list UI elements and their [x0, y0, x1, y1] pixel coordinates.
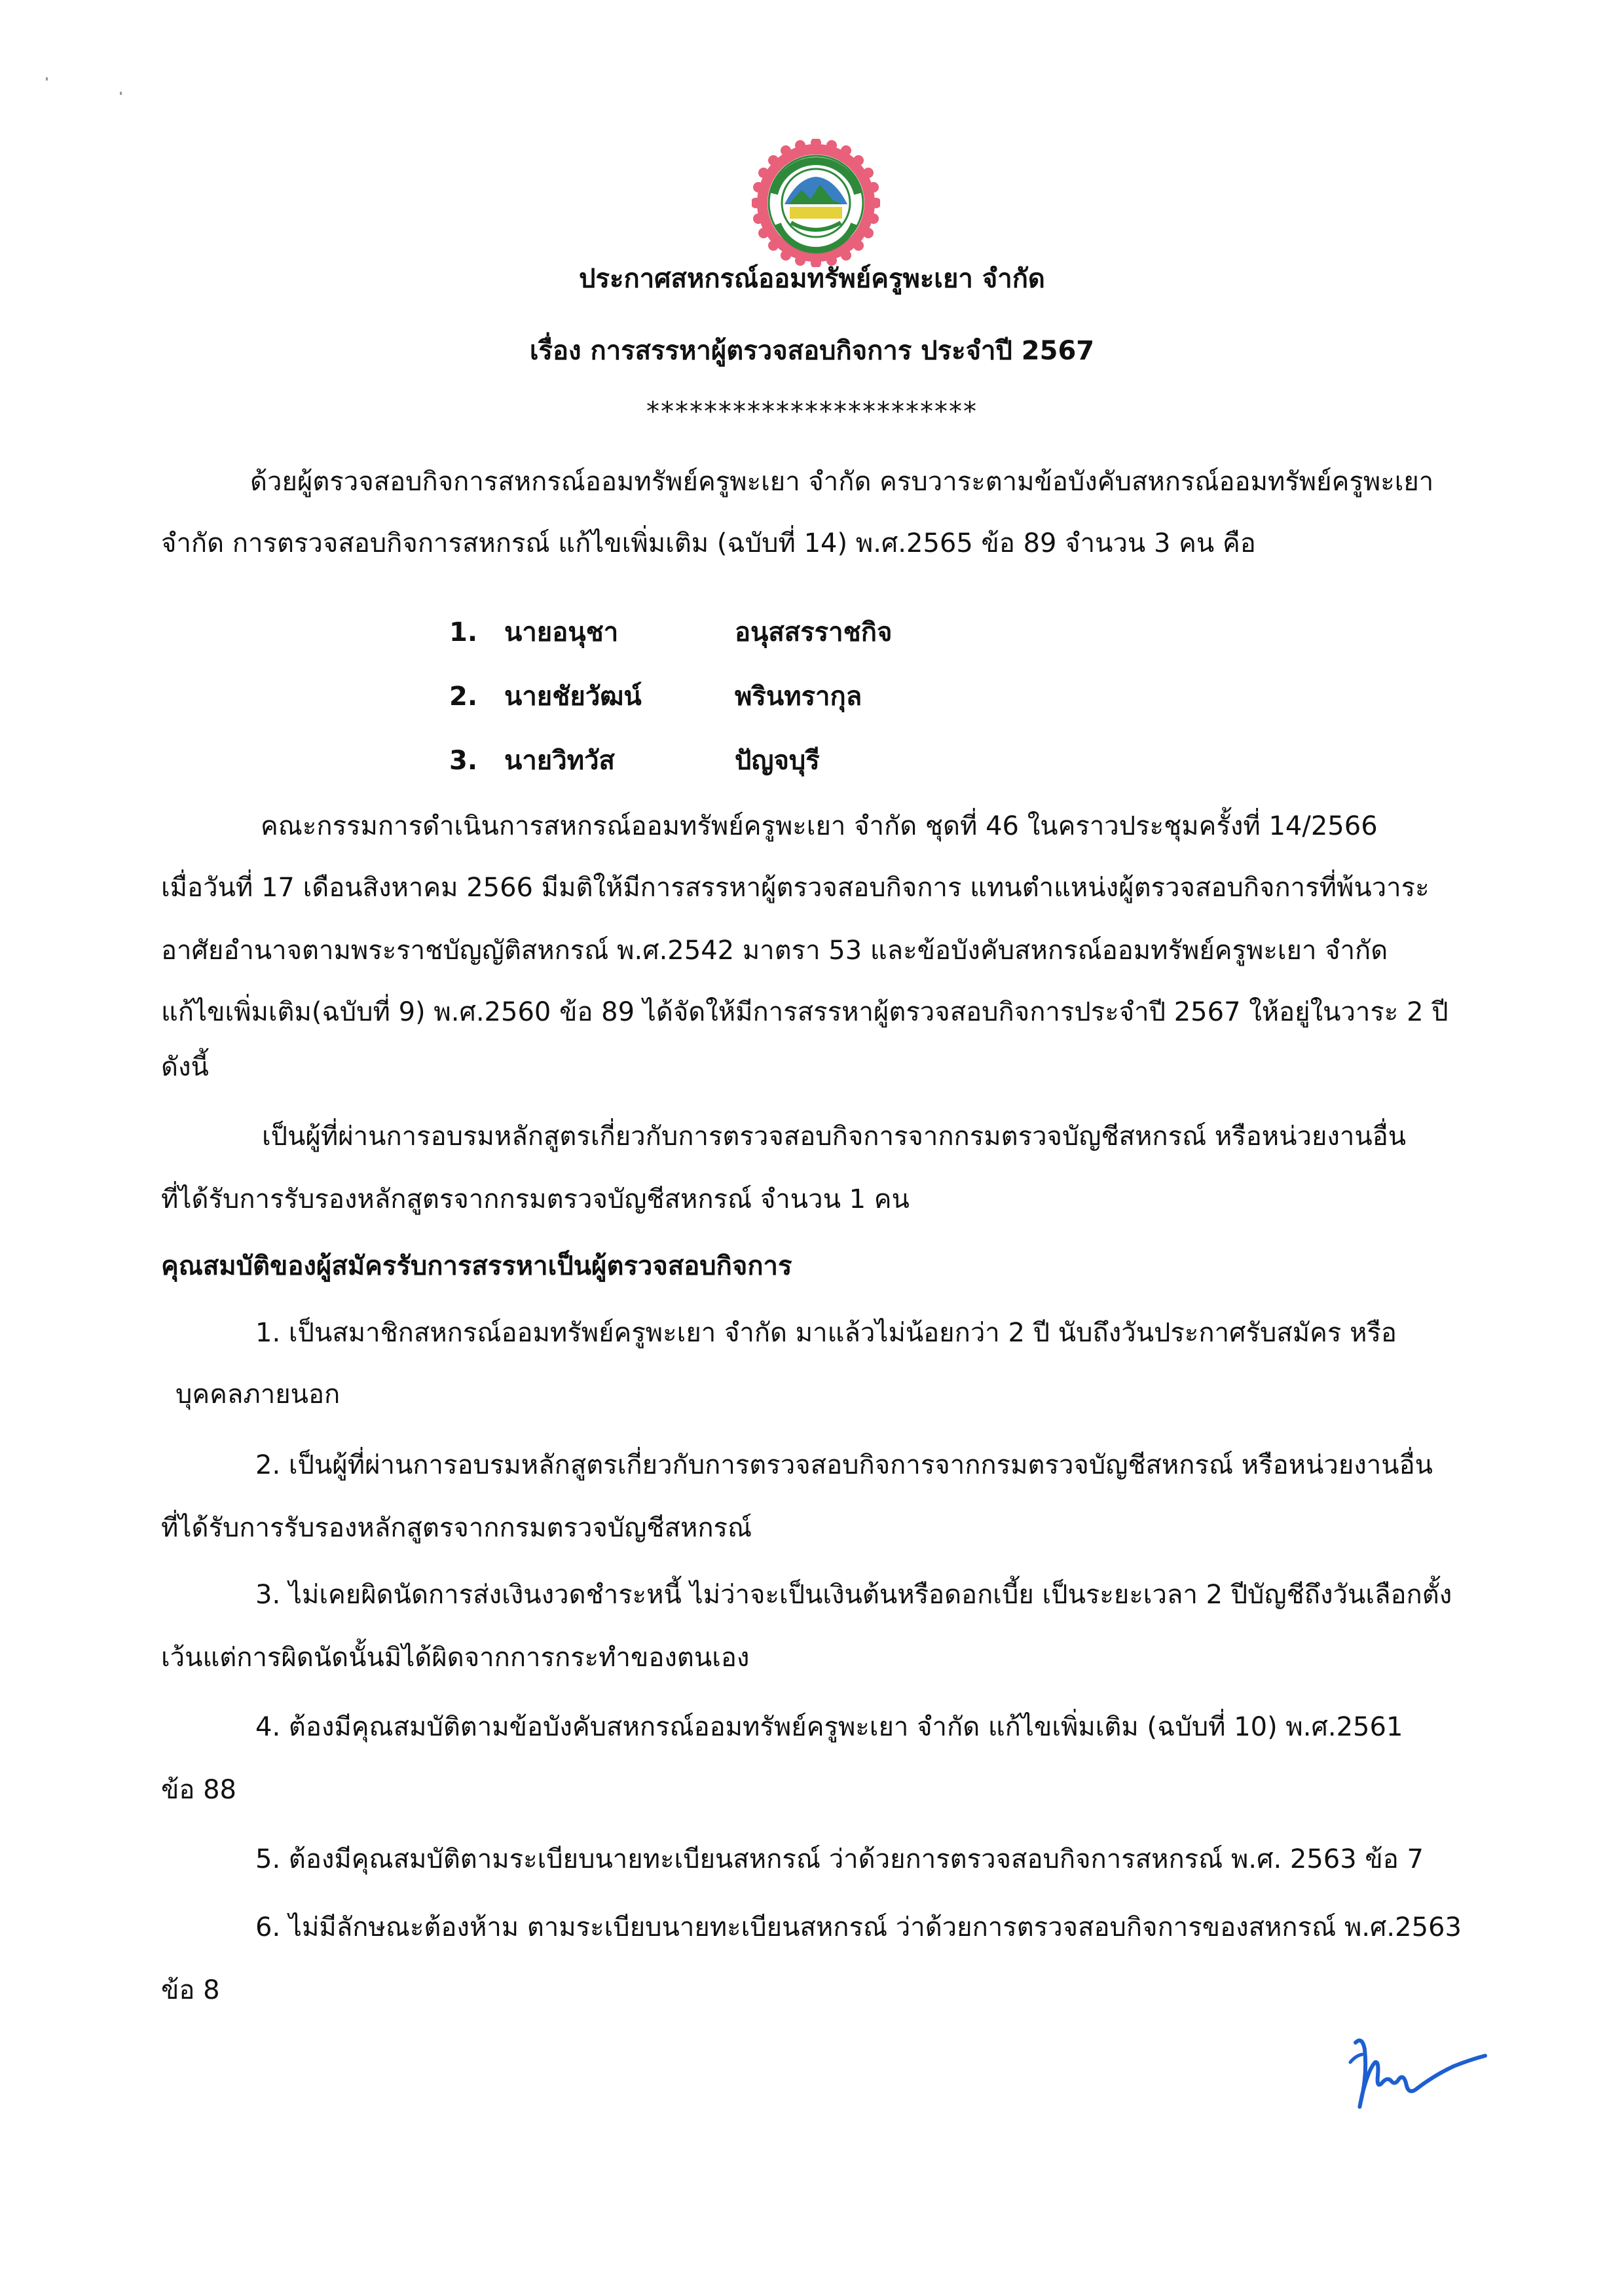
auditor-number: 3. [449, 746, 478, 776]
auditor-last-name: ปัญจบุรี [735, 746, 820, 776]
qualification-item-2: 2. เป็นผู้ที่ผ่านการอบรมหลักสูตรเกี่ยวกับการตรวจสอบกิจการจากกรมตรวจบัญชีสหกรณ์ หรือหน่วยงานอื่น [255, 1450, 1433, 1480]
qualification-item-3-cont: เว้นแต่การผิดนัดนั้นมิได้ผิดจากการกระทำของตนเอง [161, 1643, 750, 1673]
auditor-first-name: นายอนุชา [504, 617, 619, 647]
qualification-item-2-cont: ที่ได้รับการรับรองหลักสูตรจากกรมตรวจบัญชีสหกรณ์ [161, 1513, 752, 1543]
scan-speck [120, 92, 122, 95]
qualification-item-5: 5. ต้องมีคุณสมบัติตามระเบียบนายทะเบียนสหกรณ์ ว่าด้วยการตรวจสอบกิจการสหกรณ์ พ.ศ. 2563 ข้อ 7 [255, 1844, 1424, 1874]
auditor-first-name: นายชัยวัฒน์ [504, 682, 642, 712]
announcement-subject: เรื่อง การสรรหาผู้ตรวจสอบกิจการ ประจำปี 2567 [529, 336, 1095, 366]
intro-line-1: ด้วยผู้ตรวจสอบกิจการสหกรณ์ออมทรัพย์ครูพะเยา จำกัด ครบวาระตามข้อบังคับสหกรณ์ออมทรัพย์ครูพะเยา [250, 467, 1434, 497]
scan-speck [46, 77, 48, 81]
qualification-item-1: 1. เป็นสมาชิกสหกรณ์ออมทรัพย์ครูพะเยา จำกัด มาแล้วไม่น้อยกว่า 2 ปี นับถึงวันประกาศรับสมัคร หรือ [255, 1318, 1397, 1348]
qualification-item-4: 4. ต้องมีคุณสมบัติตามข้อบังคับสหกรณ์ออมทรัพย์ครูพะเยา จำกัด แก้ไขเพิ่มเติม (ฉบับที่ 10) พ.ศ.2561 [255, 1712, 1403, 1742]
qualification-item-1-cont: บุคคลภายนอก [175, 1379, 341, 1410]
requirement-line-1: เป็นผู้ที่ผ่านการอบรมหลักสูตรเกี่ยวกับการตรวจสอบกิจการจากกรมตรวจบัญชีสหกรณ์ หรือหน่วยงานอื่น [262, 1121, 1407, 1152]
auditor-last-name: พรินทรากุล [735, 682, 862, 712]
qualification-item-6-cont: ข้อ 8 [161, 1975, 220, 2005]
committee-line-5: ดังนี้ [161, 1052, 209, 1082]
committee-line-2: เมื่อวันที่ 17 เดือนสิงหาคม 2566 มีมติให้มีการสรรหาผู้ตรวจสอบกิจการ แทนตำแหน่งผู้ตรวจสอบกิจการที่พ้นวาระ [161, 873, 1430, 903]
announcement-title: ประกาศสหกรณ์ออมทรัพย์ครูพะเยา จำกัด [579, 264, 1045, 294]
handwritten-signature [1336, 2023, 1493, 2121]
separator-line: *********************** [646, 397, 978, 427]
committee-line-1: คณะกรรมการดำเนินการสหกรณ์ออมทรัพย์ครูพะเยา จำกัด ชุดที่ 46 ในคราวประชุมครั้งที่ 14/2566 [261, 811, 1378, 841]
qualifications-heading: คุณสมบัติของผู้สมัครรับการสรรหาเป็นผู้ตรวจสอบกิจการ [161, 1251, 792, 1281]
intro-line-2: จำกัด การตรวจสอบกิจการสหกรณ์ แก้ไขเพิ่มเติม (ฉบับที่ 14) พ.ศ.2565 ข้อ 89 จำนวน 3 คน คือ [161, 528, 1256, 558]
committee-line-3: อาศัยอำนาจตามพระราชบัญญัติสหกรณ์ พ.ศ.2542 มาตรา 53 และข้อบังคับสหกรณ์ออมทรัพย์ครูพะเยา จำกัด [161, 936, 1388, 966]
qualification-item-4-cont: ข้อ 88 [161, 1775, 236, 1805]
cooperative-seal-logo [752, 139, 880, 267]
auditor-first-name: นายวิทวัส [504, 746, 615, 776]
auditor-number: 1. [449, 617, 478, 647]
qualification-item-3: 3. ไม่เคยผิดนัดการส่งเงินงวดชำระหนี้ ไม่ว่าจะเป็นเงินต้นหรือดอกเบี้ย เป็นระยะเวลา 2 ปีบัญชีถึงวันเลือกตั้ง [255, 1580, 1452, 1610]
auditor-number: 2. [449, 682, 478, 712]
qualification-item-6: 6. ไม่มีลักษณะต้องห้าม ตามระเบียบนายทะเบียนสหกรณ์ ว่าด้วยการตรวจสอบกิจการของสหกรณ์ พ.ศ.2563 [255, 1912, 1462, 1942]
committee-line-4: แก้ไขเพิ่มเติม(ฉบับที่ 9) พ.ศ.2560 ข้อ 89 ได้จัดให้มีการสรรหาผู้ตรวจสอบกิจการประจำปี 2567 ให้อยู่ในวาระ 2 ปี [161, 997, 1449, 1027]
requirement-line-2: ที่ได้รับการรับรองหลักสูตรจากกรมตรวจบัญชีสหกรณ์ จำนวน 1 คน [161, 1184, 910, 1214]
auditor-last-name: อนุสสรราชกิจ [735, 617, 893, 647]
